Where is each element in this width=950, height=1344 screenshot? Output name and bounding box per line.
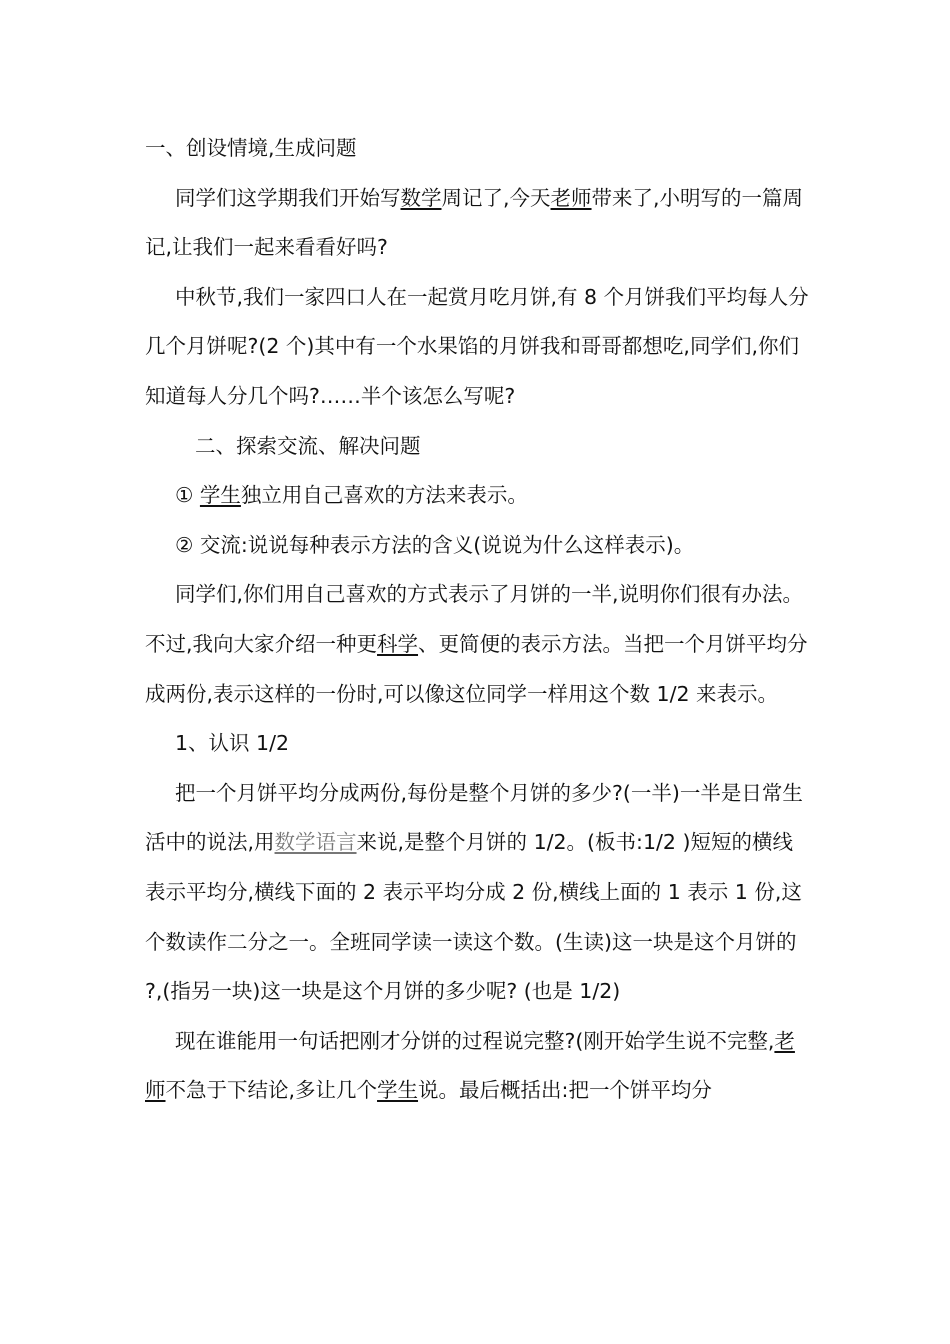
- paragraph-text: 周记了,今天: [441, 185, 551, 210]
- list-item-1: [145, 471, 810, 521]
- link-math-language[interactable]: 数学语言: [274, 830, 357, 855]
- link-teacher-2[interactable]: 老师: [145, 1028, 795, 1103]
- link-student[interactable]: 学生: [199, 483, 241, 508]
- paragraph-story: 中秋节,我们一家四口人在一起赏月吃月饼,有 8 个月饼我们平均每人分几个月饼呢?(2 个)其中有一个水果馅的月饼我和哥哥都想吃,同学们,你们知道每人分几个吗?……半个该怎么写呢?: [145, 284, 809, 408]
- paragraph-text: 把一个月饼平均分成两份,每份是整个月饼的多少?(一半)一半是日常生活中的说法,用: [145, 780, 803, 855]
- link-teacher[interactable]: 老师: [550, 185, 592, 210]
- paragraph-intro: [145, 174, 810, 273]
- list-item-2: ② 交流:说说每种表示方法的含义(说说为什么这样表示)。: [175, 532, 695, 557]
- paragraph-text: 不急于下结论,多让几个: [165, 1078, 378, 1103]
- paragraph-summary: [145, 1017, 810, 1116]
- paragraph-half: [145, 769, 810, 1017]
- paragraph-text: 说。最后概括出:把一个饼平均分: [418, 1078, 712, 1103]
- link-science[interactable]: 科学: [377, 631, 419, 656]
- link-student-2[interactable]: 学生: [377, 1078, 419, 1103]
- section-heading-2: 二、探索交流、解决问题: [195, 433, 421, 458]
- section-heading-1: 一、创设情境,生成问题: [145, 136, 357, 160]
- document-page: [145, 124, 810, 1116]
- paragraph-text: 同学们,你们用自己喜欢的方式表示了月饼的一半,说明你们很有办法。不过,我向大家介绍一种更: [145, 582, 804, 656]
- paragraph-text: 来说,是整个月饼的 1/2。(板书:1/2 )短短的横线表示平均分,横线下面的 2 表示平均分成 2 份,横线上面的 1 表示 1 份,这个数读作二分之一。全班同学读一读这个数。(生读)这一块是这个月饼的 ?,(指另一块)这一块是这个月饼的多少呢? (也是 1/2): [145, 830, 802, 1004]
- list-marker: ①: [175, 483, 194, 508]
- paragraph-text: 现在谁能用一句话把刚才分饼的过程说完整?(刚开始学生说不完整,: [175, 1028, 775, 1053]
- paragraph-method: [145, 570, 810, 719]
- paragraph-text: 、更简便的表示方法。当把一个月饼平均分成两份,表示这样的一份时,可以像这位同学一样用这个数 1/2 来表示。: [145, 631, 808, 706]
- paragraph-text: 同学们这学期我们开始写: [175, 185, 401, 210]
- subsection-heading: 1、认识 1/2: [175, 731, 290, 756]
- link-math[interactable]: 数学: [400, 185, 442, 210]
- paragraph-text: 带来了,小明写的一篇周记,让我们一起来看看好吗?: [145, 185, 804, 260]
- list-item-text: 独立用自己喜欢的方法来表示。: [240, 483, 528, 508]
